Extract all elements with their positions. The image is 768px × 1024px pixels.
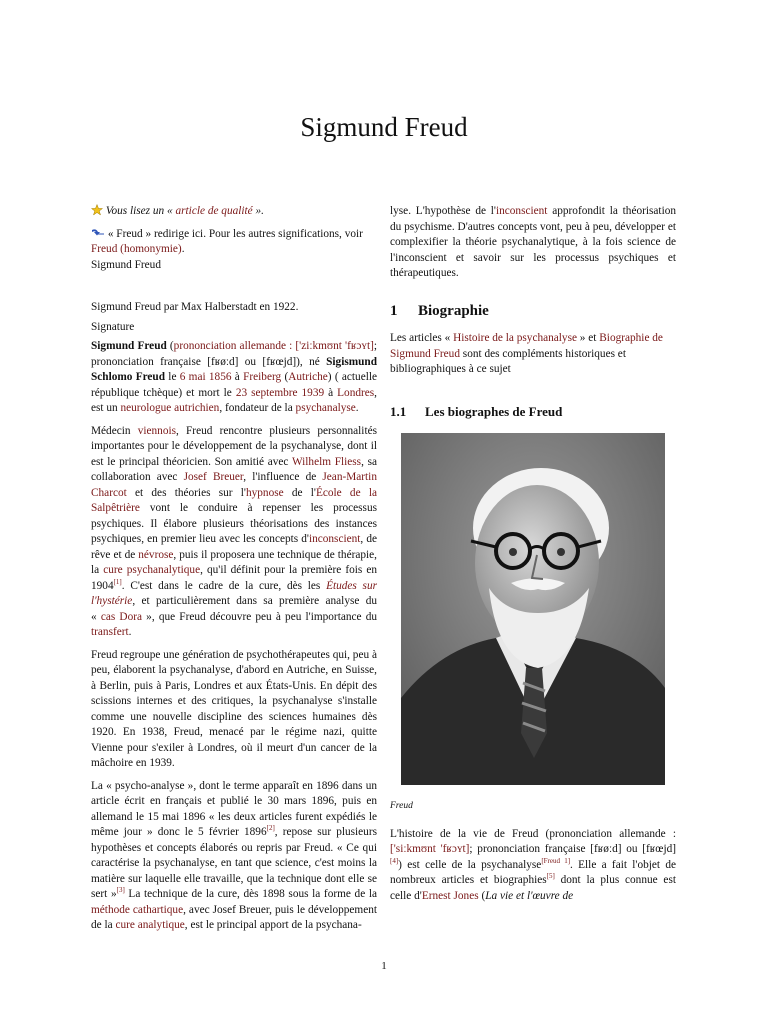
londres-link[interactable]: Londres xyxy=(337,386,375,399)
signature-caption: Signature xyxy=(91,320,135,333)
portrait-image xyxy=(401,433,665,785)
birth-date-link[interactable]: 6 mai 1856 xyxy=(179,371,232,383)
charcot-link[interactable]: Jean-Martin Charcot xyxy=(91,471,377,499)
paragraph-influences: Médecin viennois, Freud rencontre plusieurs personnalités importantes pour le développement de la psychanalyse, dont il est le principal théoricien. Son amitié avec Wilhelm Fliess, sa collaboration avec Josef Breuer, l'influence de Jean-Martin Charcot et des théories sur l'hypnose de l'École de la Salpêtrière vont le conduire à repenser les processus psychiques. Il élabore plusieurs théorisations des instances psychiques, en premier lieu avec les concepts d'inconscient, de rêve et de névrose, puis il proposera une technique de thérapie, la cure psychanalytique, qu'il définit pour la première fois en 1904[1]. C'est dans le cadre de la cure, dès les Études sur l'hystérie, et particulièrement dans sa première analyse du « cas Dora », que Freud découvre peu à peu l'importance du transfert. xyxy=(91,424,378,638)
reference-3-link[interactable]: [3] xyxy=(116,886,125,895)
section-heading-biographie: 1 Biographie xyxy=(390,302,489,319)
page-number: 1 xyxy=(381,960,387,972)
biography-note: Les articles « Histoire de la psychanalyse » et Biographie de Sigmund Freud sont des compléments historiques et bibliographiques à ce sujet xyxy=(390,332,663,375)
paragraph-psycho-analyse: La « psycho-analyse », dont le terme apparaît en 1896 dans un article écrit en français et publié le 30 mars 1896, puis en allemand le 15 mai 1896 « les deux articles furent expédiés le même jour » donc le 5 février 1896[2], repose sur plusieurs hypothèses et concepts élaborés ou repris par Freud. « Ce qui caractérise la psychanalyse, en tant que science, c'est moins la matière sur laquelle elle travaille, que la technique dont elle se sert »[3] La technique de la cure, dès 1898 sous la forme de la méthode cathartique, avec Josef Breuer, puis le développement de la cure analytique, est le principal apport de la psychana- xyxy=(91,779,377,931)
inconscient-link[interactable]: inconscient xyxy=(308,533,361,545)
reference-2-link[interactable]: [2] xyxy=(266,824,275,833)
star-icon xyxy=(91,204,103,216)
page-title: Sigmund Freud xyxy=(300,112,468,142)
cure-link[interactable]: cure psychanalytique xyxy=(103,564,201,576)
fliess-link[interactable]: Wilhelm Fliess xyxy=(291,455,362,468)
austria-link[interactable]: Autriche xyxy=(288,371,328,383)
inconscient-link-2[interactable]: inconscient xyxy=(495,205,548,217)
reference-5-link[interactable]: [5] xyxy=(546,872,555,881)
subsection-heading-biographes: 1.1 Les biographes de Freud xyxy=(390,403,563,419)
right-column xyxy=(390,204,676,911)
cas-dora-link[interactable]: cas Dora xyxy=(100,610,143,623)
death-date-link[interactable]: 23 septembre 1939 xyxy=(235,386,325,399)
ernest-jones-link[interactable]: Ernest Jones xyxy=(421,889,479,902)
salpetriere-link[interactable]: École de la Salpêtrière xyxy=(91,486,377,514)
homonymie-link[interactable]: Freud (homonymie) xyxy=(91,243,182,255)
freud-portrait-photo xyxy=(401,433,665,785)
quality-notice: Vous lisez un « article de qualité ». xyxy=(91,204,377,220)
psychanalyse-link[interactable]: psychanalyse xyxy=(295,402,356,414)
cure-analytique-link[interactable]: cure analytique xyxy=(115,919,185,931)
redirect-notice: « Freud » redirige ici. Pour les autres significations, voir Freud (homonymie). xyxy=(91,227,363,255)
intro-paragraph: Sigmund Freud (prononciation allemande : ['ziːkmʊnt 'fʁɔʏt]; prononciation française [fʁøːd] ou [fʁœjd]), né Sigismund Schlomo Freud le 6 mai 1856 à Freiberg (Autriche) ( actuelle république tchèque) et mort le 23 septembre 1939 à Londres, est un neurologue autrichien, fondateur de la psychanalyse. xyxy=(91,340,377,414)
histoire-psychanalyse-link[interactable]: Histoire de la psychanalyse xyxy=(453,332,577,344)
photo-caption: Freud xyxy=(390,801,413,811)
etudes-hysterie-link[interactable]: Études sur l'hystérie xyxy=(91,579,378,607)
pronunciation-link[interactable]: prononciation allemande : ['ziːkmʊnt 'fʁɔʏt] xyxy=(173,340,374,352)
methode-cathartique-link[interactable]: méthode cathartique xyxy=(91,903,184,916)
left-column xyxy=(91,204,377,941)
reference-4-link[interactable]: [4] xyxy=(390,856,399,865)
paragraph-history: Freud regroupe une génération de psychothérapeutes qui, peu à peu, élaborent la psychanalyse, d'abord en Autriche, en Suisse, à Berlin, puis à Paris, Londres et aux États-Unis. En dépit des scissions internes et des critiques, la psychanalyse s'installe comme une nouvelle discipline des sciences humaines dès 1920. En 1938, Freud, menacé par le régime nazi, quitte Vienne pour s'exiler à Londres, où il meurt d'un cancer de la mâchoire en 1939. xyxy=(91,648,377,769)
image-caption: Sigmund Freud xyxy=(91,258,161,271)
transfert-link[interactable]: transfert xyxy=(91,626,129,638)
reference-freud-1-link[interactable]: [Freud 1] xyxy=(541,856,571,865)
paragraph-life: L'histoire de la vie de Freud (prononciation allemande : ['siːkmʊnt 'fʁɔʏt]; prononciation française [fʁøːd] ou [fʁœjd][4]) est celle de la psychanalyse[Freud 1]. Elle a fait l'objet de nombreux articles et biographies[5] dont la plus connue est celle d'Ernest Jones (La vie et l'œuvre de xyxy=(390,827,676,902)
hypnose-link[interactable]: hypnose xyxy=(245,486,284,499)
pronunciation-link-2[interactable]: ['siːkmʊnt 'fʁɔʏt] xyxy=(390,843,470,855)
biographie-link[interactable]: Biographie de Sigmund Freud xyxy=(390,332,663,360)
redirect-arrow-icon xyxy=(91,228,105,238)
freiberg-link[interactable]: Freiberg xyxy=(243,371,282,383)
reference-1-link[interactable]: [1] xyxy=(113,577,122,586)
neurologue-link[interactable]: neurologue autrichien xyxy=(120,402,220,414)
paragraph-continuation: lyse. L'hypothèse de l'inconscient approfondit la théorisation du psychisme. D'autres concepts vont, peu à peu, développer et complexifier la théorie psychanalytique, à la fois science de l'inconscient et savoir sur les processus psychiques et thérapeutiques. xyxy=(390,205,677,279)
nevrose-link[interactable]: névrose xyxy=(138,548,174,561)
portrait-caption: Sigmund Freud par Max Halberstadt en 1922. xyxy=(91,301,299,313)
quality-article-link[interactable]: article de qualité xyxy=(175,205,253,217)
breuer-link[interactable]: Josef Breuer xyxy=(183,471,244,483)
viennois-link[interactable]: viennois xyxy=(137,424,177,437)
